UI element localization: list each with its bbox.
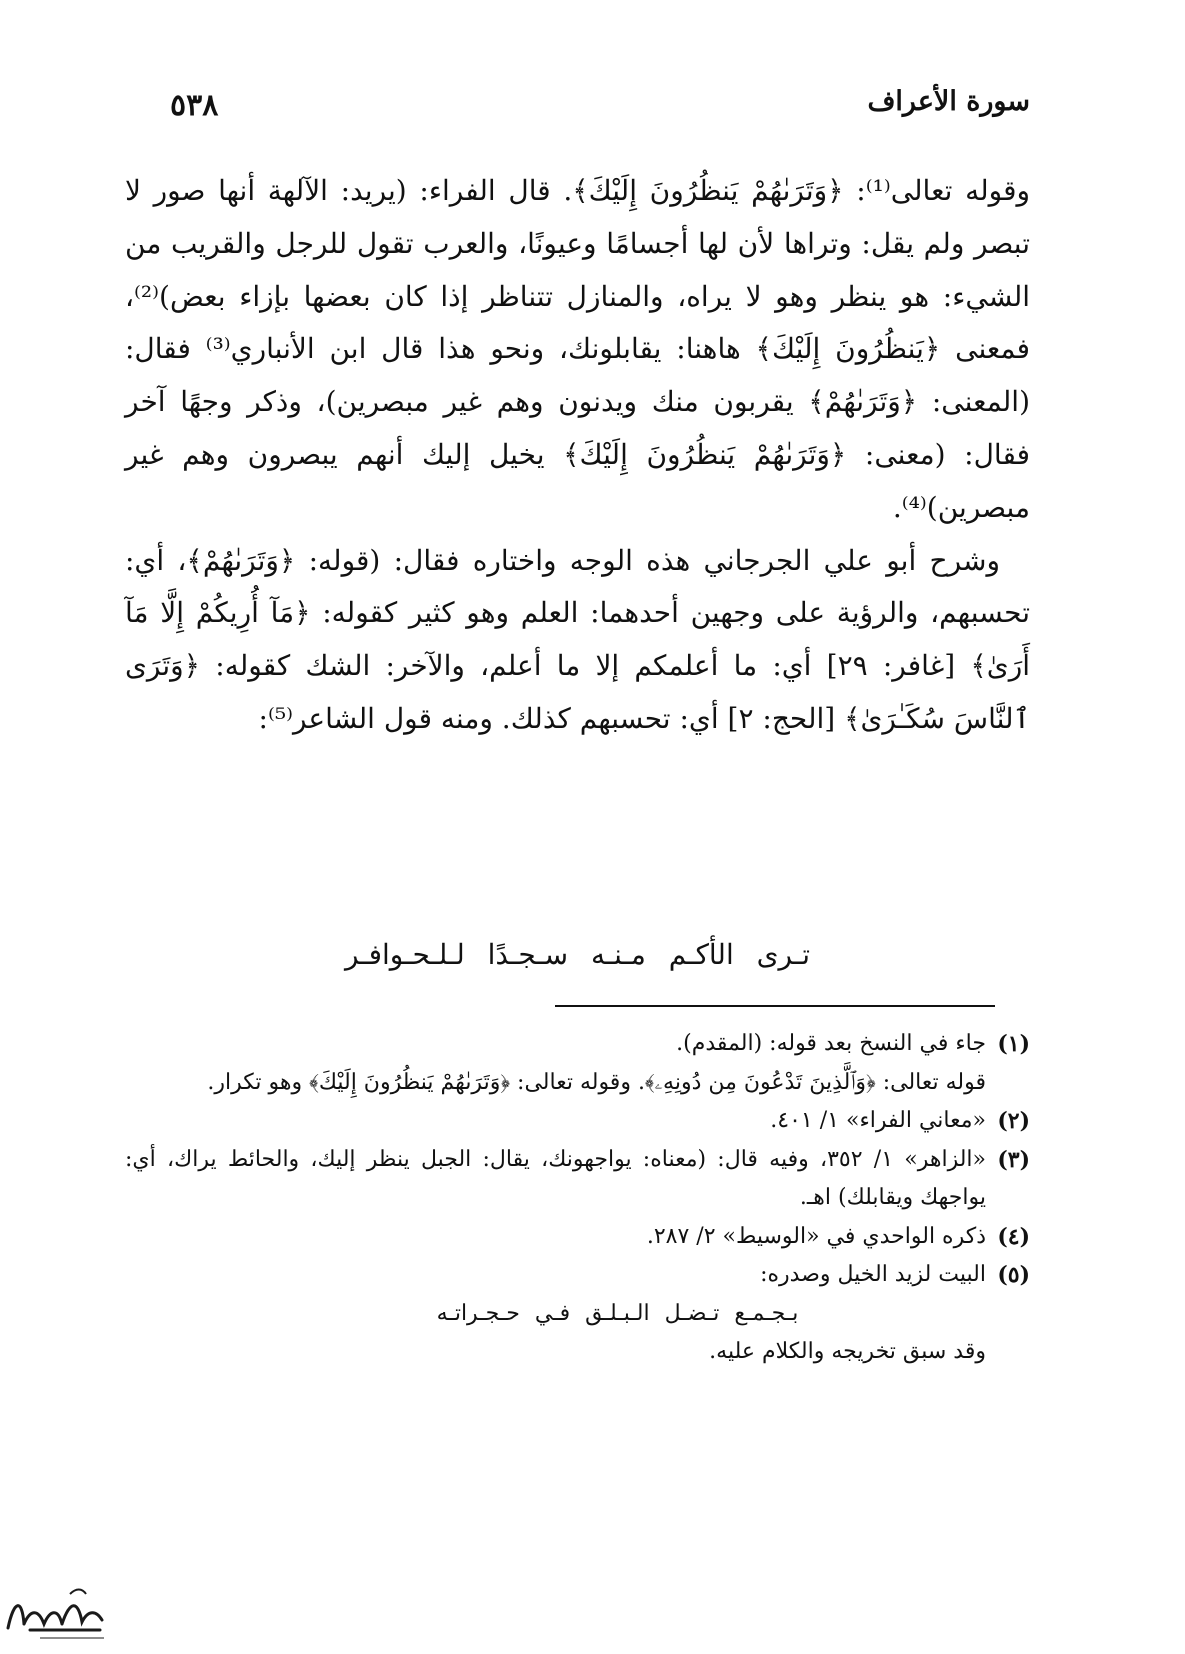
surah-title: سورة الأعراف bbox=[867, 86, 1030, 117]
footnote-4 bbox=[125, 1218, 1030, 1257]
footnote-text: ذكره الواحدي في «الوسيط» ٢/ ٢٨٧. bbox=[646, 1223, 986, 1249]
footnote-1-continuation: قوله تعالى: ﴿وَٱلَّذِينَ تَدْعُونَ مِن دُونِهِۦ﴾. وقوله تعالى: ﴿وَتَرَىٰهُمْ يَنظُرُونَ إِلَيْكَ﴾ وهو تكرار. bbox=[207, 1069, 986, 1095]
page-number: ٥٣٨ bbox=[170, 88, 219, 123]
footnote-separator bbox=[555, 1005, 995, 1007]
footnote-number: (٣) bbox=[997, 1146, 1030, 1173]
footnote-1 bbox=[125, 1025, 1030, 1064]
footnote-number: (١) bbox=[997, 1031, 1030, 1057]
footnote-poem-verse: بـجـمـع تـضـل الـبـلـق فـي حـجـراتـه bbox=[436, 1300, 799, 1326]
main-text bbox=[125, 165, 1030, 746]
footnote-text: جاء في النسخ بعد قوله: (المقدم). bbox=[676, 1031, 986, 1056]
footnotes bbox=[125, 1025, 1030, 1372]
footnote-text: البيت لزيد الخيل وصدره: bbox=[760, 1262, 986, 1287]
poem-verse: تـرى الأكـم مـنـه سـجـدًا لـلـحـوافـر bbox=[344, 938, 811, 971]
paragraph-1: وقوله تعالى⁽¹⁾: ﴿وَتَرَىٰهُمْ يَنظُرُونَ إِلَيْكَ﴾. قال الفراء: (يريد: الآلهة أنها صور لا تبصر ولم يقل: وتراها لأن لها أجسامًا وعيونًا، والعرب تقول للرجل والقريب من الشيء: هو ينظر وهو لا يراه، والمنازل تتناظر إذا كان بعضها بإزاء بعض)⁽²⁾، فمعنى ﴿يَنظُرُونَ إِلَيْكَ﴾ هاهنا: يقابلونك، ونحو هذا قال ابن الأنباري⁽³⁾ فقال: (المعنى: ﴿وَتَرَىٰهُمْ﴾ يقربون منك ويدنون وهم غير مبصرين)، وذكر وجهًا آخر فقال: (معنى: ﴿وَتَرَىٰهُمْ يَنظُرُونَ إِلَيْكَ﴾ يخيل إليك أنهم يبصرون وهم غير مبصرين)⁽⁴⁾. bbox=[125, 174, 1030, 524]
paragraph-2: وشرح أبو علي الجرجاني هذه الوجه واختاره فقال: (قوله: ﴿وَتَرَىٰهُمْ﴾، أي: تحسبهم، والرؤية على وجهين أحدهما: العلم وهو كثير كقوله: ﴿مَآ أُرِيكُمْ إِلَّا مَآ أَرَىٰ﴾ [غافر: ٢٩] أي: ما أعلمكم إلا ما أعلم، والآخر: الشك كقوله: ﴿وَتَرَى ٱلنَّاسَ سُكَـٰرَىٰ﴾ [الحج: ٢] أي: تحسبهم كذلك. ومنه قول الشاعر⁽⁵⁾: bbox=[125, 543, 1030, 735]
footnote-number: (٥) bbox=[997, 1262, 1030, 1288]
footnote-3 bbox=[125, 1141, 1030, 1218]
footnote-number: (٢) bbox=[997, 1108, 1030, 1134]
footnote-5 bbox=[125, 1256, 1030, 1295]
page-header bbox=[170, 82, 1030, 132]
footnote-text: «معاني الفراء» ١/ ٤٠١. bbox=[770, 1108, 986, 1133]
footnote-number: (٤) bbox=[997, 1223, 1030, 1250]
publisher-stamp-logo bbox=[0, 1580, 120, 1650]
footnote-text: «الزاهر» ١/ ٣٥٢، وفيه قال: (معناه: يواجهونك، يقال: الجبل ينظر إليك، والحائط يراك، أي: يواجهك ويقابلك) اهـ. bbox=[125, 1146, 986, 1210]
footnote-2 bbox=[125, 1102, 1030, 1141]
calligraphy-logo-icon bbox=[0, 1580, 120, 1650]
footnote-closing-text: وقد سبق تخريجه والكلام عليه. bbox=[709, 1339, 986, 1364]
